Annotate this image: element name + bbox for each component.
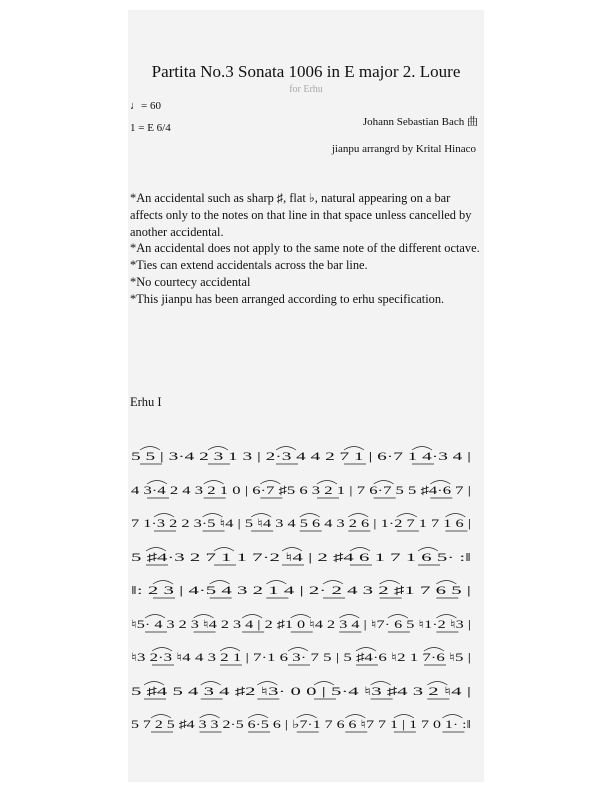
slur-mark [151, 715, 171, 719]
note-courtesy: *No courtecy accidental [130, 274, 251, 289]
composer-credit: Johann Sebastian Bach 曲 [362, 116, 478, 128]
slur-mark [144, 681, 164, 685]
staff-line-text: ♮3 2·3 ♮4 4 3 2 1 | 7·1 6 3· 7 5 | 5 ♯4·6 ♮2 1 7·6 ♮5 | [131, 652, 471, 664]
slur-mark [214, 547, 234, 551]
slur-mark [260, 480, 280, 484]
slur-mark [371, 681, 391, 685]
slur-mark [314, 681, 334, 685]
slur-mark [374, 480, 394, 484]
slur-mark [288, 648, 308, 652]
staff-line-svg [128, 541, 484, 573]
staff-line-text: 4 3·4 2 4 3 2 1 0 | 6·7 ♯5 6 3 2 1 | 7 6·7 5 5 ♯4·6 7 | [131, 484, 471, 497]
slur-mark [194, 614, 214, 618]
slur-mark [344, 447, 364, 451]
staff-line [128, 474, 484, 506]
performance-notes [130, 190, 482, 308]
slur-mark [208, 447, 228, 451]
slur-mark [345, 715, 365, 719]
slur-mark [442, 715, 462, 719]
staff-line [128, 507, 484, 539]
slur-mark [145, 614, 165, 618]
staff-line-svg [128, 507, 484, 539]
slur-mark [266, 581, 286, 585]
tempo-marking: ♩= 60 [130, 100, 161, 112]
staff-line-svg [128, 440, 484, 472]
slur-mark [445, 514, 465, 518]
staff-line-svg [128, 608, 484, 640]
slur-mark [356, 648, 376, 652]
staff-line-svg [128, 574, 484, 606]
slur-mark [154, 514, 174, 518]
slur-mark [248, 715, 268, 719]
slur-mark [430, 480, 450, 484]
note-octave: *An accidental does not apply to the same note of the different octave. [130, 241, 480, 256]
slur-mark [203, 514, 223, 518]
slur-mark [282, 547, 302, 551]
slur-mark [397, 514, 417, 518]
staff-line-svg [128, 675, 484, 707]
slur-mark [339, 614, 359, 618]
slur-mark [257, 681, 277, 685]
slur-mark [436, 581, 456, 585]
score-sheet [128, 10, 484, 782]
staff-line-text: 7 1·3 2 2 3·5 ♮4 | 5 ♮4 3 4 5 6 4 3 2 6 | 1·2 7 1 7 1 6 | [131, 518, 471, 530]
staff-line [128, 641, 484, 673]
slur-mark [394, 715, 414, 719]
slur-mark [146, 547, 166, 551]
slur-mark [348, 514, 368, 518]
slur-mark [220, 648, 240, 652]
slur-mark [436, 614, 456, 618]
staff-line [128, 608, 484, 640]
slur-mark [153, 581, 173, 585]
staff-line-svg [128, 708, 484, 740]
staff-line-svg [128, 641, 484, 673]
staff-line-text: 5 ♯4·3 2 7 1 1 7·2 ♮4 | 2 ♯4 6 1 7 1 6 5· :‖ [131, 551, 471, 564]
slur-mark [242, 614, 262, 618]
staff-line [128, 440, 484, 472]
staff-line-text: 5 7 2 5 ♯4 3 3 2·5 6·5 6 | ♭7·1 7 6 6 ♮7 7 1 | 1 7 0 1· :‖ [131, 719, 471, 731]
slur-mark [140, 447, 160, 451]
slur-mark [210, 581, 230, 585]
part-name: Erhu I [130, 395, 162, 409]
slur-mark [412, 447, 432, 451]
staff-line [128, 574, 484, 606]
score-title: Partita No.3 Sonata 1006 in E major 2. Loure [151, 62, 461, 81]
slur-mark [276, 447, 296, 451]
staff-line [128, 541, 484, 573]
slur-mark [251, 514, 271, 518]
staff-line [128, 675, 484, 707]
note-accidental-scope: *An accidental such as sharp ♯, flat ♭, natural appearing on a bar affects only to the notes on that line in that space unless cancelled by another accidental. [130, 191, 472, 239]
slur-mark [147, 480, 167, 484]
slur-mark [350, 547, 370, 551]
staff-line [128, 708, 484, 740]
arranger-credit: jianpu arrangrd by Krital Hinaco [331, 143, 476, 155]
slur-mark [317, 480, 337, 484]
slur-mark [297, 715, 317, 719]
staff-line-svg [128, 474, 484, 506]
key-signature: 1 = E 6/4 [130, 122, 171, 134]
staff-line-text: 5 5 | 3·4 2 3 1 3 | 2·3 4 4 2 7 1 | 6·7 1 4·3 4 | [131, 451, 471, 463]
staff-line-text: ♮5· 4 3 2 3 ♮4 2 3 4 | 2 ♯1 0 ♮4 2 3 4 | ♮7· 6 5 ♮1·2 ♮3 | [131, 618, 471, 631]
slur-mark [427, 681, 447, 685]
slur-mark [323, 581, 343, 585]
slur-mark [200, 715, 220, 719]
slur-mark [380, 581, 400, 585]
slur-mark [418, 547, 438, 551]
slur-mark [201, 681, 221, 685]
slur-mark [291, 614, 311, 618]
score-subtitle: for Erhu [289, 84, 323, 95]
slur-mark [152, 648, 172, 652]
slur-mark [204, 480, 224, 484]
note-erhu-spec: *This jianpu has been arranged according to erhu specification. [130, 291, 445, 306]
slur-mark [300, 514, 320, 518]
slur-mark [424, 648, 444, 652]
note-ties: *Ties can extend accidentals across the bar line. [130, 258, 368, 273]
staff-line-text: ‖: 2 3 | 4·5 4 3 2 1 4 | 2· 2 4 3 2 ♯1 7 6 5 | [131, 585, 471, 597]
staff-line-text: 5 ♯4 5 4 3 4 ♯2 ♮3· 0 0 | 5·4 ♮3 ♯4 3 2 ♮4 | [131, 685, 471, 698]
slur-mark [388, 614, 408, 618]
